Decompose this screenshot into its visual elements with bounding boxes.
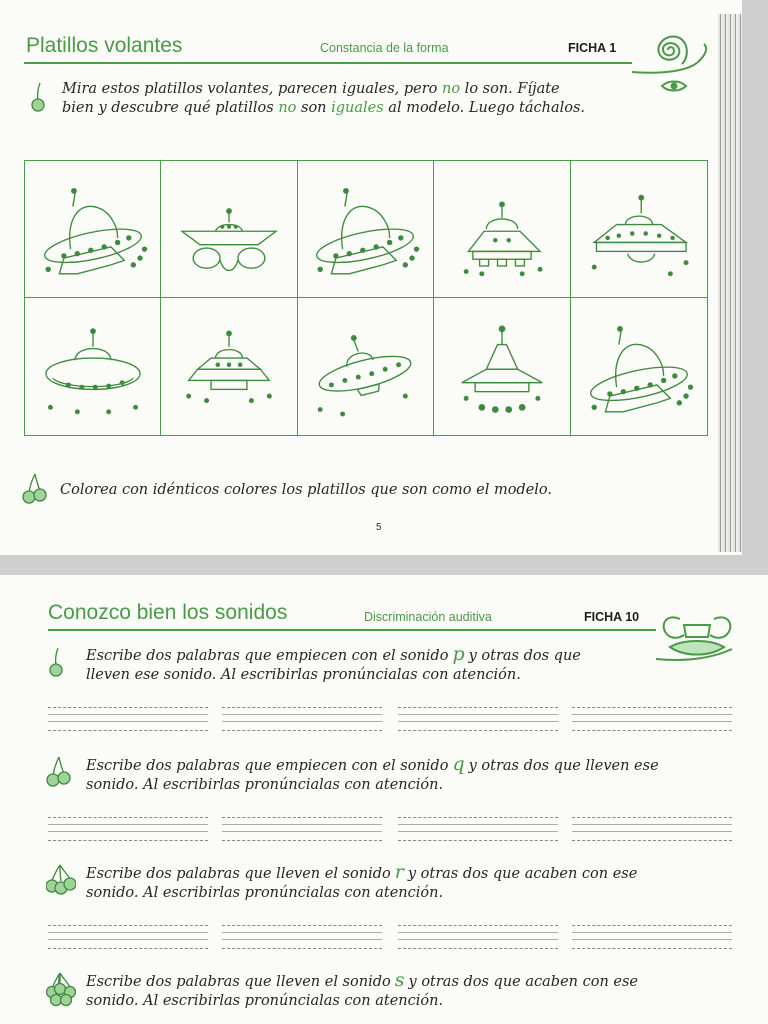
saucer-cell[interactable] bbox=[571, 298, 707, 435]
sound-letter: q bbox=[452, 753, 465, 775]
sound-letter: r bbox=[394, 861, 404, 883]
saucer-cell[interactable] bbox=[25, 298, 161, 435]
page-title: Conozco bien los sonidos bbox=[48, 601, 288, 624]
writing-line[interactable] bbox=[572, 707, 732, 731]
saucer-cell[interactable] bbox=[571, 161, 707, 298]
saucer-cell[interactable] bbox=[298, 298, 434, 435]
exercise-instruction: Escribe dos palabras que empiecen con el sonido p y otras dos que lleven ese sonido. Al escribirlas pronúncialas con atención. bbox=[86, 643, 581, 683]
writing-line[interactable] bbox=[572, 925, 732, 949]
header-rule bbox=[48, 629, 656, 631]
flying-saucer-drawing bbox=[37, 311, 149, 423]
writing-line[interactable] bbox=[222, 817, 382, 841]
flying-saucer-drawing bbox=[583, 173, 695, 285]
writing-line[interactable] bbox=[398, 707, 558, 731]
flying-saucer-drawing bbox=[37, 173, 149, 285]
ficha-number: FICHA 10 bbox=[584, 610, 640, 624]
spiral-eye-icon bbox=[630, 24, 716, 108]
cherry-icon bbox=[28, 80, 56, 114]
instruction-text: Mira estos platillos volantes, parecen iguales, pero no lo son. Fíjate bien y descubre qué platillos no son iguales al modelo. Luego táchalos. bbox=[62, 81, 586, 116]
flying-saucer-drawing bbox=[309, 311, 421, 423]
cherries-icon bbox=[46, 755, 76, 791]
ficha-number: FICHA 1 bbox=[568, 41, 617, 55]
saucer-grid bbox=[24, 160, 708, 436]
sound-letter: p bbox=[452, 643, 465, 665]
saucer-cell[interactable] bbox=[434, 161, 570, 298]
page-number: 5 bbox=[376, 522, 382, 533]
saucer-cell[interactable] bbox=[161, 298, 297, 435]
writing-line[interactable] bbox=[572, 817, 732, 841]
saucer-cell[interactable] bbox=[161, 161, 297, 298]
exercise-instruction: Escribe dos palabras que lleven el sonido s y otras dos que acaben con ese sonido. Al escribirlas pronúncialas con atención. bbox=[86, 969, 638, 1009]
cherries-icon bbox=[46, 971, 76, 1007]
saucer-cell[interactable] bbox=[298, 161, 434, 298]
flying-saucer-drawing bbox=[173, 173, 285, 285]
header-rule bbox=[24, 62, 632, 64]
cherries-icon bbox=[46, 863, 76, 899]
flying-saucer-drawing bbox=[583, 311, 695, 423]
flying-saucer-drawing bbox=[173, 311, 285, 423]
writing-line[interactable] bbox=[48, 707, 208, 731]
exercise-instruction: Escribe dos palabras que empiecen con el sonido q y otras dos que lleven ese sonido. Al escribirlas pronúncialas con atención. bbox=[86, 753, 659, 793]
cherries-icon bbox=[22, 472, 52, 506]
writing-line[interactable] bbox=[398, 817, 558, 841]
worksheet-ficha-10 bbox=[0, 575, 768, 1024]
flying-saucer-drawing bbox=[446, 173, 558, 285]
writing-line[interactable] bbox=[398, 925, 558, 949]
exercise-instruction: Escribe dos palabras que lleven el sonido r y otras dos que acaben con ese sonido. Al escribirlas pronúncialas con atención. bbox=[86, 861, 638, 901]
sound-letter: s bbox=[394, 969, 405, 991]
page-subtitle: Discriminación auditiva bbox=[364, 610, 492, 624]
instruction-text-2: Colorea con idénticos colores los platillos que son como el modelo. bbox=[60, 482, 553, 498]
cherries-icon bbox=[46, 645, 76, 681]
flying-saucer-drawing bbox=[309, 173, 421, 285]
writing-line[interactable] bbox=[48, 817, 208, 841]
page-title: Platillos volantes bbox=[26, 34, 183, 57]
page-subtitle: Constancia de la forma bbox=[320, 41, 449, 55]
saucer-cell[interactable] bbox=[434, 298, 570, 435]
writing-line[interactable] bbox=[222, 707, 382, 731]
writing-line[interactable] bbox=[48, 925, 208, 949]
saucer-cell[interactable] bbox=[25, 161, 161, 298]
flying-saucer-drawing bbox=[446, 311, 558, 423]
page-edge bbox=[718, 14, 742, 552]
writing-line[interactable] bbox=[222, 925, 382, 949]
